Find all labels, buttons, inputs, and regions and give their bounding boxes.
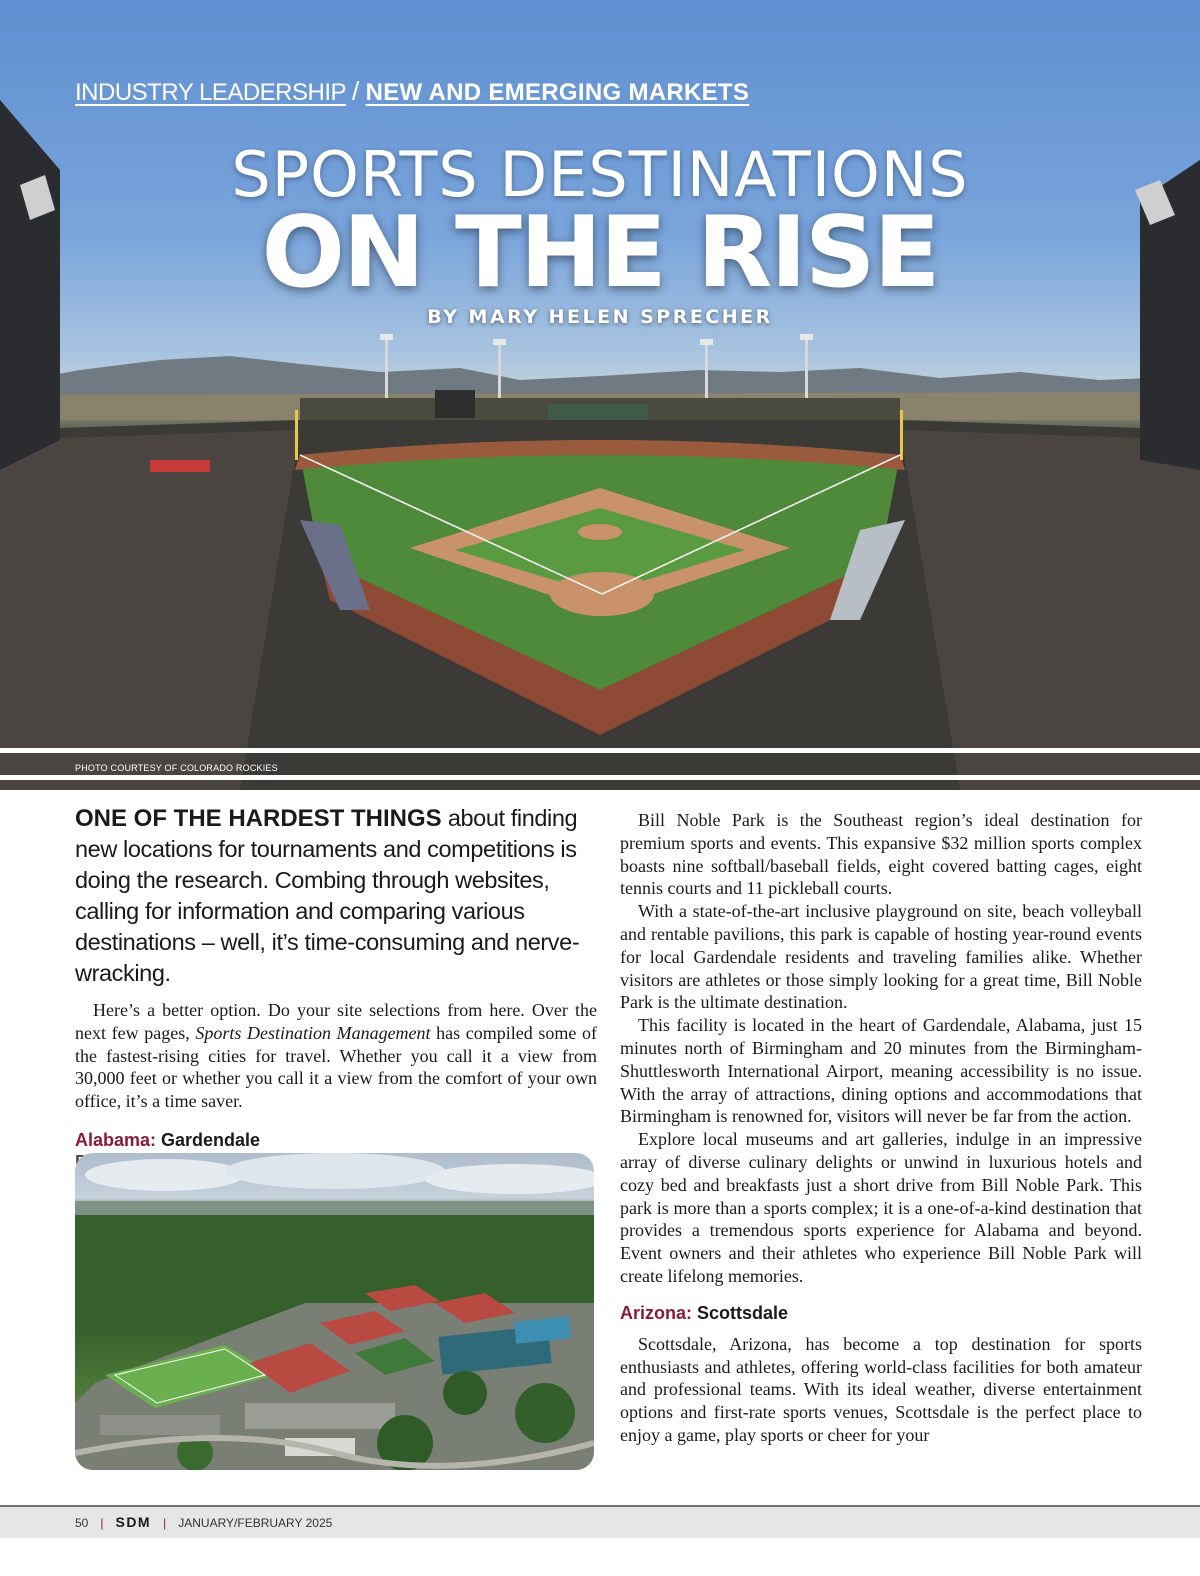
divider-stripe [0,748,1200,753]
byline: BY MARY HELEN SPRECHER [427,306,773,328]
category-label: INDUSTRY LEADERSHIP [75,79,347,106]
section-breadcrumb [75,76,749,107]
body-paragraph: This facility is located in the heart of Gardendale, Alabama, just 15 minutes north of Birmingham and 20 minutes from the Birmingham-Shuttlesworth International Airport, meaning accessibility is no issue. With the array of attractions, dining options and accommodations that Birmingham is renowned for, visitors will never be far from the action. [620,1015,1142,1127]
body-paragraph: Bill Noble Park is the Southeast region’s ideal destination for premium sports and events. This expansive $32 million sports complex boasts nine softball/baseball fields, eight covered batting cages, eight tennis courts and 11 pickleball courts. [620,810,1142,899]
headline-line-2: ON THE RISE [261,196,939,310]
body-paragraph: Scottsdale, Arizona, has become a top destination for sports enthusiasts and athletes, offering world-class facilities for both amateur and professional teams. With its ideal weather, diverse entertainment options and first-rate sports venues, Scottsdale is the perfect place to enjoy a game, play sports or cheer for your [620,1333,1142,1445]
lede-text: about finding new locations for tournaments and competitions is doing the research. Combing through websites, calling for information and comparing various destinations – well, it’s time-consuming and nerve-wracking. [75,805,580,986]
magazine-logo: SDM [115,1514,152,1530]
bill-noble-park-photo [75,1153,594,1470]
publication-name: Sports Destination Management [195,1022,431,1043]
issue-date: JANUARY/FEBRUARY 2025 [178,1516,333,1530]
divider-stripe [0,775,1200,780]
right-column [620,809,1142,1447]
breadcrumb-separator: / [352,76,360,106]
lede-paragraph [75,803,597,989]
footer-separator: | [100,1516,104,1530]
photo-credit: PHOTO COURTESY OF COLORADO ROCKIES [75,763,278,773]
body-paragraph: Explore local museums and art galleries, indulge in an impressive array of diverse culinary delights or unwind in luxurious hotels and cozy bed and breakfasts just a short drive from Bill Noble Park. This park is more than a sports complex; it is a one-of-a-kind destination that provides a tremendous sports experience for Alabama and beyond. Event owners and their athletes who experience Bill Noble Park will create lifelong memories. [620,1129,1142,1286]
subcategory-label: NEW AND EMERGING MARKETS [365,79,750,106]
section-heading-alabama: Alabama: Gardendale [75,1129,261,1150]
body-paragraph: With a state-of-the-art inclusive playground on site, beach volleyball and rentable pavilions, this park is capable of hosting year-round events for local Gardendale residents and traveling families alike. Whether visitors are athletes or those simply looking for a great time, Bill Noble Park is the ultimate destination. [620,901,1142,1013]
lede-lead-in: ONE OF THE HARDEST THINGS [75,805,442,832]
page-number: 50 [75,1516,89,1530]
headline-line-1: SPORTS DESTINATIONS [231,138,969,211]
intro-paragraph: Here’s a better option. Do your site selections from here. Over the next few pages, Sports Destination Management has compiled some of the fastest-rising cities for travel. Whether you call it a view from 30,000 feet or whether you call it a view from the comfort of your own office, it’s a time saver. [75,1000,598,1112]
left-column [75,803,597,1173]
footer-separator: | [163,1516,167,1530]
park-aerial-illustration [75,1153,594,1470]
page-footer [75,1514,332,1530]
section-heading-arizona: Arizona: Scottsdale [620,1302,789,1323]
